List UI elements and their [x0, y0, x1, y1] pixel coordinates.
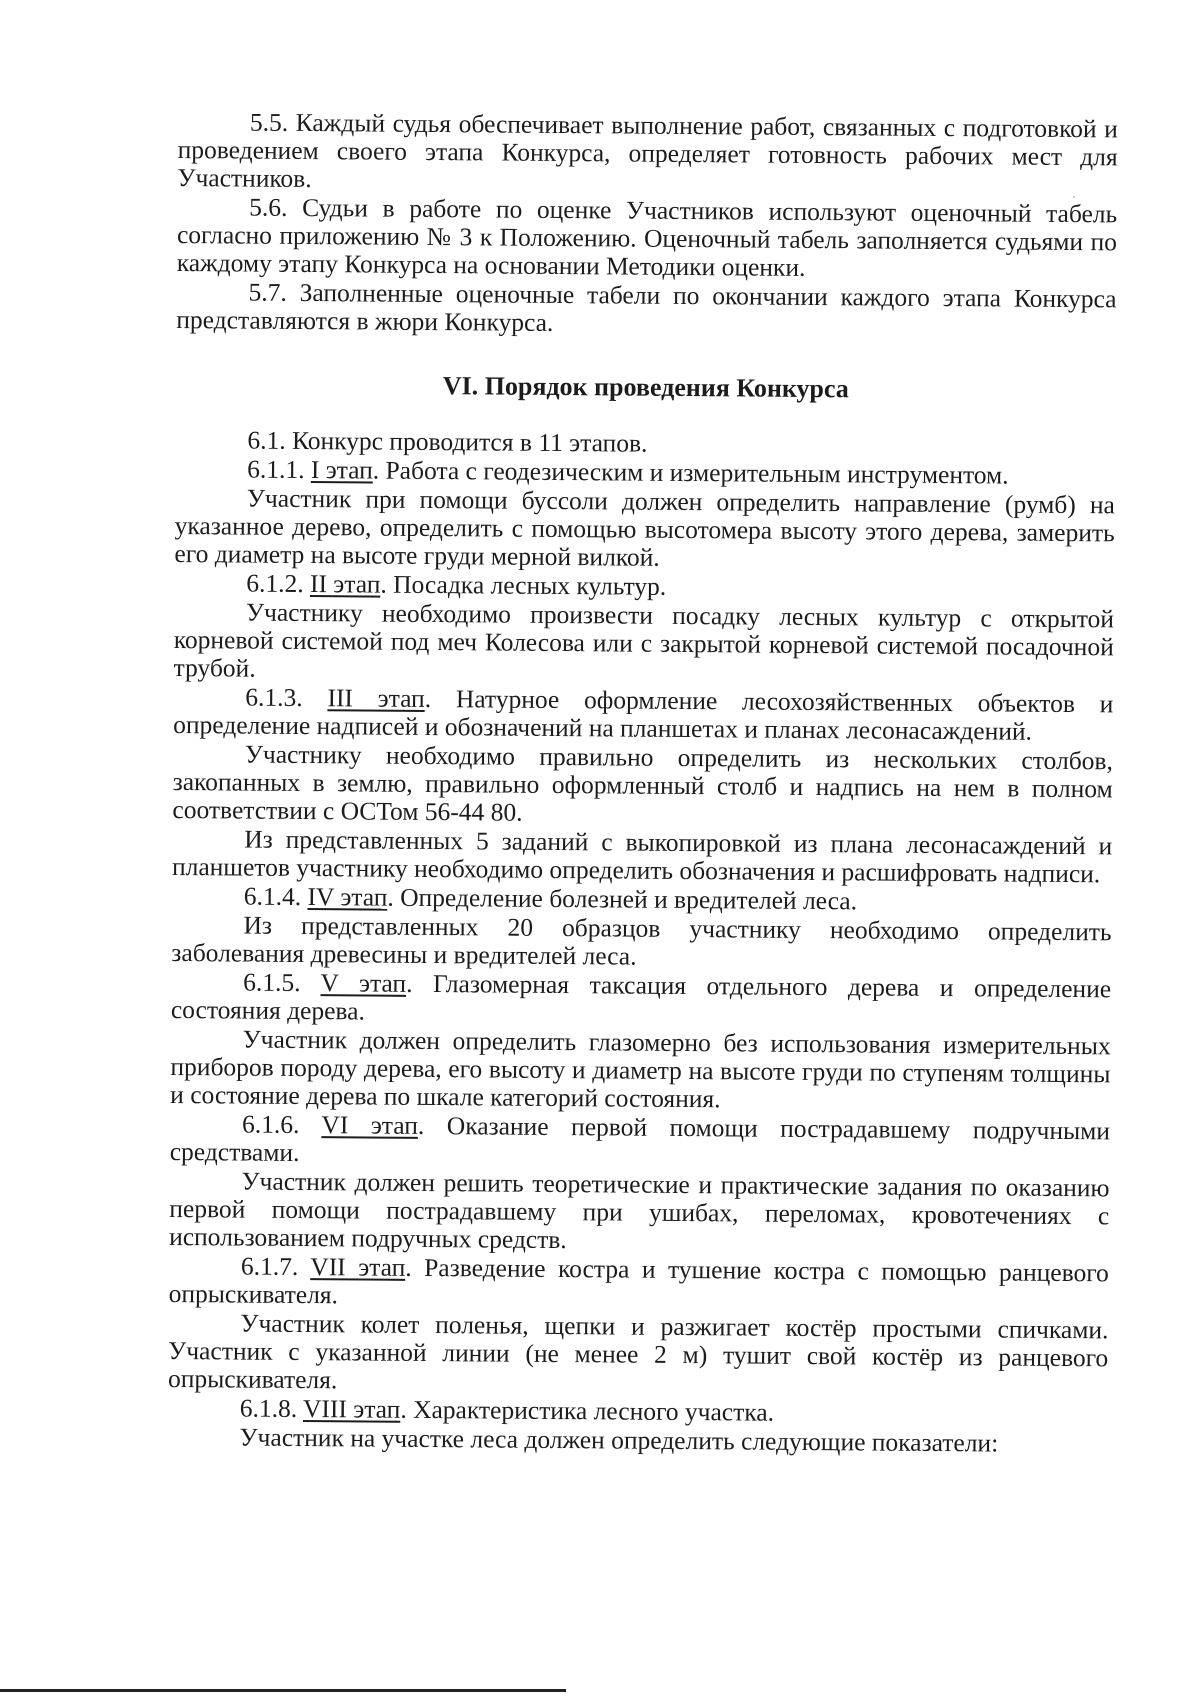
paragraph-5-7: 5.7. Заполненные оценочные табели по окончании каждого этапа Конкурса представляются в жюри Конкурса. [176, 277, 1117, 337]
stage-6-heading [170, 1110, 1110, 1173]
stage-4-body: Из представленных 20 образцов участнику необходимо определить заболевания древесины и вредителей леса. [171, 910, 1112, 971]
stage-label: I этап [310, 455, 373, 485]
stage-label: IV этап [307, 882, 388, 912]
paragraph-6-1: 6.1. Конкурс проводится в 11 этапов. [247, 425, 648, 458]
page-bottom-rule [0, 1689, 566, 1692]
stage-8-body: Участник на участке леса должен определить следующие показатели: [239, 1422, 999, 1458]
document-body [167, 108, 1118, 1459]
stage-title: . Глазомерная таксация отдельного дерева и определение состояния дерева. [170, 968, 1112, 1026]
stage-2-body: Участнику необходимо произвести посадку лесных культур с открытой корневой системой под меч Колесова или с закрытой корневой системой посадочной трубой. [173, 597, 1115, 683]
stage-title: . Натурное оформление лесохозяйственных объектов и определение надписей и обозначений на планшетах и планах лесонасаждений. [173, 683, 1114, 746]
stage-title: . Оказание первой помощи пострадавшему подручными средствами. [169, 1110, 1111, 1167]
paragraph-5-6: 5.6. Судьи в работе по оценке Участников используют оценочный табель согласно приложению № 3 к Положению. Оценочный табель заполняется судьями по каждому этапу Конкурса на основании Методики оценки. [176, 192, 1118, 282]
stage-label: VII этап [310, 1252, 406, 1282]
stage-7-body: Участник колет поленья, щепки и разжигает костёр простыми спичками. Участник с указанной линии (не менее 2 м) тушит свой костёр из ранцевого опрыскивателя. [167, 1308, 1109, 1395]
stage-label: III этап [327, 683, 425, 713]
stage-7-heading [169, 1252, 1109, 1315]
stage-title: . Посадка лесных культур. [380, 569, 667, 601]
stage-3-body-2: Из представленных 5 заданий с выкопировкой из плана лесонасаждений и планшетов участнику необходимо определить обозначения и расшифровать надписи. [171, 824, 1113, 889]
stage-6-body: Участник должен решить теоретические и практические задания по оказанию первой помощи пострадавшему при ушибах, переломах, кровотечениях с использованием подручных средств. [169, 1166, 1110, 1255]
stage-title: . Определение болезней и вредителей леса. [387, 882, 858, 916]
stage-label: VIII этап [302, 1394, 401, 1424]
stage-number: 6.1.3. [245, 682, 303, 712]
section-heading: VI. Порядок проведения Конкурса [442, 371, 849, 404]
paragraph-5-5: 5.5. Каждый судья обеспечивает выполнение работ, связанных с подготовкой и проведением своего этапа Конкурса, определяет готовность рабочих мест для Участников. [177, 107, 1118, 194]
stage-label: II этап [309, 569, 381, 599]
stage-5-heading [171, 968, 1111, 1031]
stage-number: 6.1.7. [240, 1251, 299, 1281]
stage-label: V этап [320, 968, 407, 998]
stage-number: 6.1.1. [247, 454, 305, 485]
stage-3-body-1: Участнику необходимо правильно определить из нескольких столбов, закопанных в землю, правильно оформленный столб и надпись на нем в полном соответствии с ОСТом 56-44 80. [172, 739, 1114, 827]
stage-title: . Работа с геодезическим и измерительным инструментом. [372, 455, 1009, 490]
stage-title: . Разведение костра и тушение костра с помощью ранцевого опрыскивателя. [168, 1252, 1109, 1310]
stage-number: 6.1.6. [241, 1109, 300, 1139]
stage-number: 6.1.4. [243, 881, 302, 911]
stage-number: 6.1.2. [246, 568, 304, 599]
stage-3-heading [173, 683, 1113, 746]
stage-number: 6.1.8. [239, 1393, 298, 1423]
stage-label: VI этап [321, 1110, 419, 1140]
stage-number: 6.1.5. [243, 967, 301, 997]
stage-title: . Характеристика лесного участка. [400, 1394, 775, 1427]
stage-5-body: Участник должен определить глазомерно без использования измерительных приборов породу дерева, его высоту и диаметр на высоте груди по ступеням толщины и состояние дерева по шкале категорий состояния. [170, 1024, 1111, 1114]
stage-1-body: Участник при помощи буссоли должен определить направление (румб) на указанное дерево, определить с помощью высотомера высоту этого дерева, замерить его диаметр на высоте груди мерной вилкой. [174, 483, 1116, 572]
